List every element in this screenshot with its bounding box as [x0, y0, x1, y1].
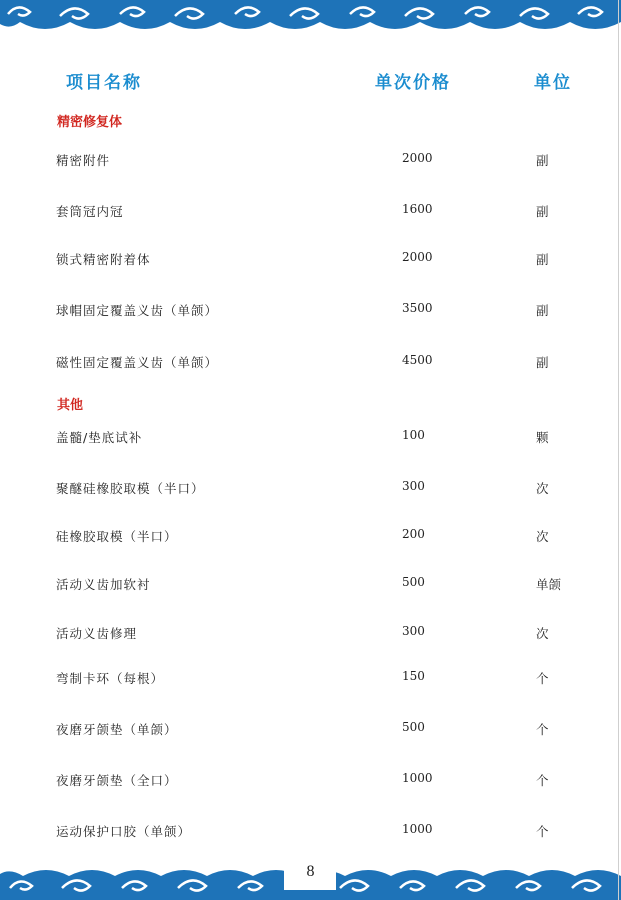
item-unit: 个: [536, 722, 549, 737]
item-unit: 副: [536, 153, 549, 168]
header-name: 项目名称: [66, 73, 142, 93]
item-unit: 次: [536, 626, 549, 641]
item-price: 300: [402, 624, 425, 638]
page-number: 8: [306, 863, 315, 880]
item-name: 磁性固定覆盖义齿（单颌）: [56, 355, 219, 370]
item-unit: 个: [536, 773, 549, 788]
item-unit: 次: [536, 481, 549, 496]
item-name: 活动义齿加软衬: [56, 577, 151, 592]
table-row: [0, 575, 621, 595]
table-row: [0, 250, 621, 270]
item-name: 夜磨牙颌垫（全口）: [56, 773, 178, 788]
item-price: 150: [402, 669, 425, 683]
table-row: [0, 151, 621, 171]
item-name: 球帽固定覆盖义齿（单颌）: [56, 303, 219, 318]
item-unit: 副: [536, 303, 549, 318]
table-row: [0, 669, 621, 689]
item-unit: 副: [536, 252, 549, 267]
item-unit: 副: [536, 355, 549, 370]
table-row: [0, 822, 621, 842]
item-name: 夜磨牙颌垫（单颌）: [56, 722, 178, 737]
item-price: 200: [402, 527, 425, 541]
table-row: [0, 202, 621, 222]
section-title: 其他: [57, 398, 84, 413]
table-row: [0, 720, 621, 740]
item-name: 弯制卡环（每根）: [56, 671, 165, 686]
table-row: [0, 428, 621, 448]
item-price: 2000: [402, 250, 433, 264]
item-price: 500: [402, 720, 425, 734]
item-name: 套筒冠内冠: [56, 204, 124, 219]
item-name: 精密附件: [56, 153, 111, 168]
item-name: 运动保护口胶（单颌）: [56, 824, 192, 839]
item-unit: 个: [536, 824, 549, 839]
table-header: [0, 68, 621, 94]
table-row: [0, 479, 621, 499]
item-price: 300: [402, 479, 425, 493]
item-price: 100: [402, 428, 425, 442]
top-cloud-border: [0, 0, 621, 40]
table-row: [0, 771, 621, 791]
item-price: 1000: [402, 771, 433, 785]
item-price: 3500: [402, 301, 433, 315]
table-row: [0, 527, 621, 547]
item-price: 500: [402, 575, 425, 589]
item-unit: 个: [536, 671, 549, 686]
item-price: 4500: [402, 353, 433, 367]
table-row: [0, 301, 621, 321]
item-name: 锁式精密附着体: [56, 252, 151, 267]
table-row: [0, 353, 621, 373]
section-title: 精密修复体: [57, 115, 123, 130]
item-unit: 次: [536, 529, 549, 544]
item-unit: 颗: [536, 430, 549, 445]
item-unit: 单颌: [536, 577, 562, 592]
item-price: 1600: [402, 202, 433, 216]
header-unit: 单位: [534, 73, 572, 93]
item-name: 活动义齿修理: [56, 626, 138, 641]
item-price: 2000: [402, 151, 433, 165]
item-name: 盖髓/垫底试补: [56, 430, 143, 445]
item-price: 1000: [402, 822, 433, 836]
header-price: 单次价格: [375, 73, 451, 93]
item-name: 聚醚硅橡胶取模（半口）: [56, 481, 205, 496]
table-row: [0, 624, 621, 644]
item-name: 硅橡胶取模（半口）: [56, 529, 178, 544]
item-unit: 副: [536, 204, 549, 219]
page-edge-line: [618, 0, 619, 900]
